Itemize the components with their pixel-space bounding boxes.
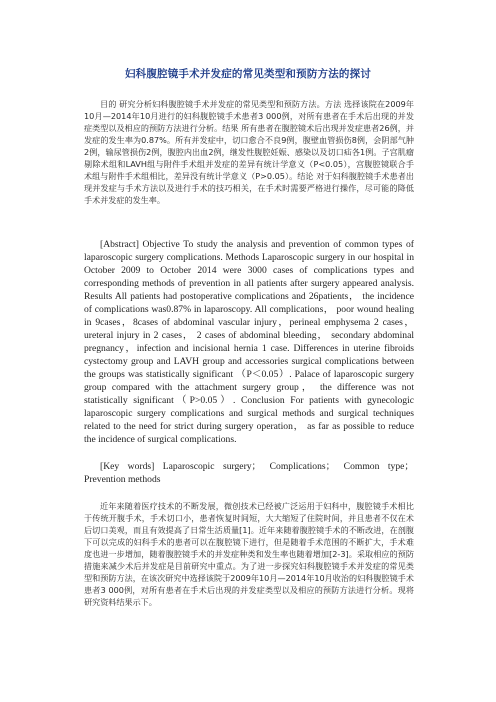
chinese-abstract-text: 目的 研究分析妇科腹腔镜手术并发症的常见类型和预防方法。方法 选择该院在2009年10月—2014年10月进行的妇科腹腔镜手术患者3 000例，对所有患者在手术后出现的并发症类型以及相应的预防方法进行分析。结果 所有患者在腹腔镜术后出现并发症患者26例，并发症的发生率为0.87%。所有并发症中，切口愈合不良9例，腹壁血管损伤8例，会阴部气肿2例，输尿管损伤2例，腹腔内出血2例，继发性腹腔妊娠、感染以及切口疝各1例。子宫肌瘤剔除术组和LAVH组与附件手术组并发症的差异有统计学意义（P<0.05），宫腹腔镜联合手术组与附件手术组相比，差异没有统计学意义（P>0.05）。结论 对于妇科腹腔镜手术患者出现并发症与手术方法以及进行手术的技巧相关，在手术时需要严格进行操作，尽可能的降低手术并发症的发生率。 (84, 99, 414, 205)
introduction-text: 近年来随着医疗技术的不断发展，微创技术已经被广泛运用于妇科中，腹腔镜手术相比于传统开腹手术，手术切口小，患者恢复时间短，大大缩短了住院时间，并且患者不仅在术后切口美观，而且有效提高了日常生活质量[1]。近年来随着腹腔镜手术的不断改进，在剖腹下可以完成的妇科手术的患者可以在腹腔镜下进行，但是随着手术范围的不断扩大，手术难度也进一步增加，随着腹腔镜手术的并发症种类和发生率也随着增加[2-3]。采取相应的预防措施来减少术后并发症是目前研究中重点。为了进一步探究妇科腹腔镜手术并发症的常见类型和预防方法，在该次研究中选择该院于2009年10月—2014年10月收治的妇科腹腔镜手术患者3 000例，对所有患者在手术后出现的并发症类型以及相应的预防方法进行分析。现将研究资料结果示下。 (84, 501, 414, 607)
english-abstract-text: [Abstract] Objective To study the analysis and prevention of common types of laparoscopic surgery complications. Methods Laparoscopic surgery in our hospital in October 2009 to October 2014 were 3000 cases of complications types and corresponding methods of prevention in all patients after surgery appeared analysis. Results All patients had postoperative complications and 26patients， the incidence of complications was0.87% in laparoscopy. All complications， poor wound healing in 9cases，8cases of abdominal vascular injury，perineal emphysema 2 cases，ureteral injury in 2 cases， 2 cases of abdominal bleeding， secondary abdominal pregnancy，infection and incisional hernia 1 case. Differences in uterine fibroids cystectomy group and LAVH group and accessories surgical complications between the groups was statistically significant （P＜0.05）. Palace of laparoscopic surgery group compared with the attachment surgery group， the difference was not statistically significant（P>0.05）. Conclusion For patients with gynecologic laparoscopic surgery complications and surgical methods and surgical techniques related to the need for strict during surgery operation， as far as possible to reduce the incidence of surgical complications. (84, 239, 414, 445)
chinese-abstract (84, 98, 414, 206)
introduction (84, 500, 414, 608)
keywords (84, 460, 414, 486)
paper-title: 妇科腹腔镜手术并发症的常见类型和预防方法的探讨 (124, 68, 372, 80)
keywords-text: [Key words] Laparoscopic surgery； Complications； Common type； Prevention methods (84, 461, 414, 485)
english-abstract (84, 238, 414, 446)
